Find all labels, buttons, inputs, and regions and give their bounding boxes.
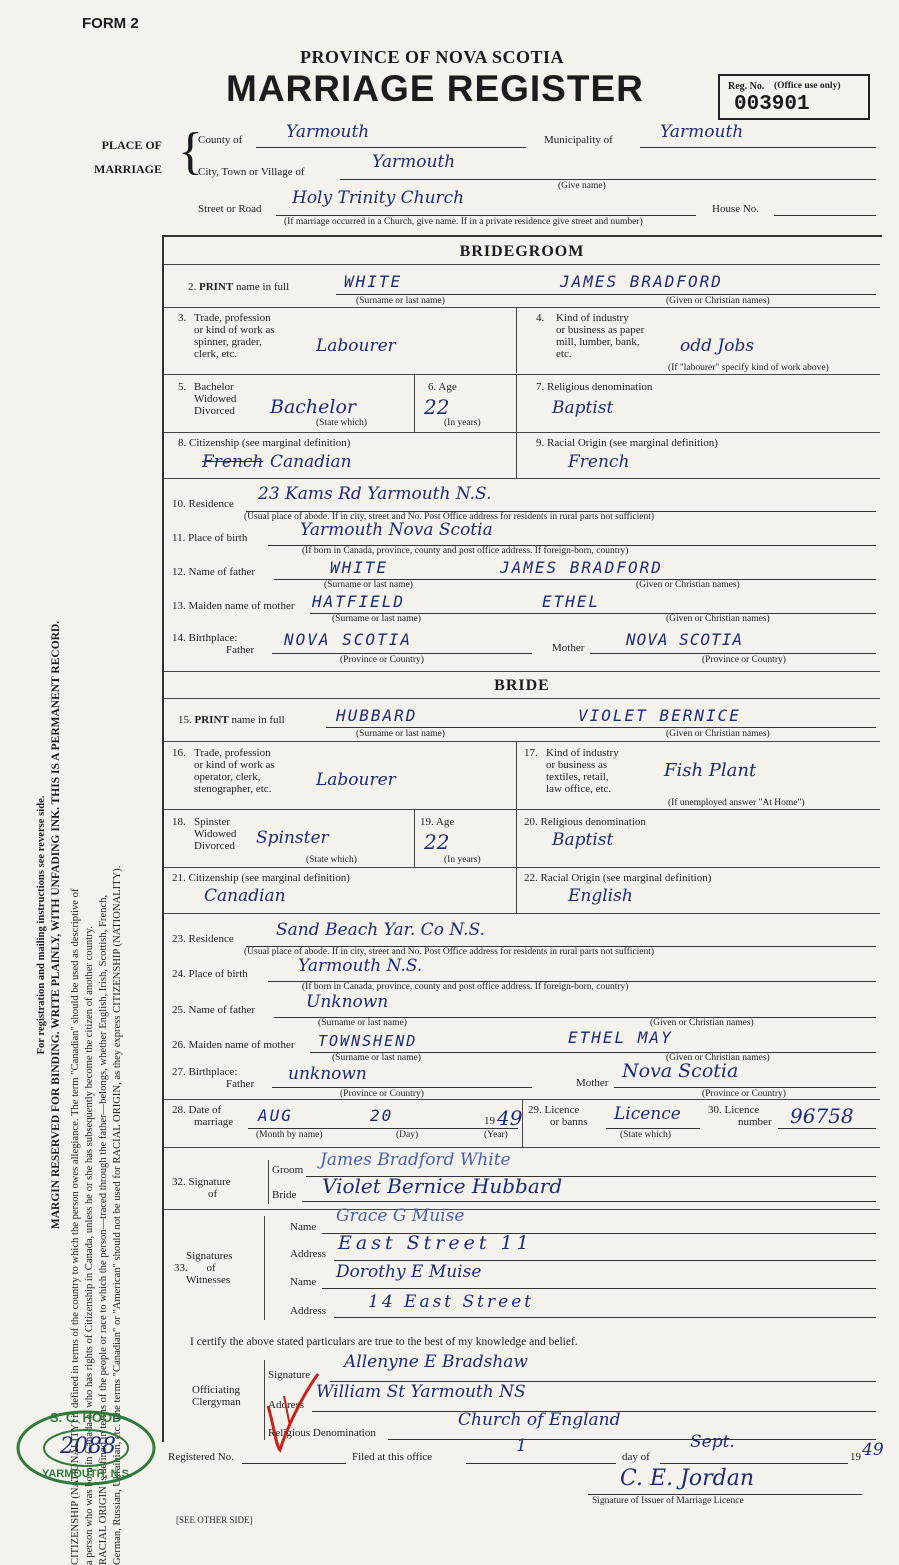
f13-num: 13. [172, 600, 186, 612]
f4-l3: mill, lumber, bank, [556, 336, 640, 348]
f33-l2: of [206, 1262, 216, 1274]
f21-text: Citizenship (see marginal definition) [188, 872, 350, 884]
bride-father-surname: Unknown [306, 992, 389, 1012]
reg-office-note: (Office use only) [774, 81, 841, 91]
f5-l1: Bachelor [194, 381, 234, 393]
f5-l3: Divorced [194, 405, 235, 417]
place-brace: { [178, 123, 203, 180]
bride-given: VIOLET BERNICE [578, 706, 741, 725]
witness2-address: 14 East Street [368, 1292, 535, 1312]
clergy-address-label: Address [268, 1399, 305, 1411]
day-caption: (Day) [396, 1130, 419, 1140]
marriage-year: 49 [497, 1106, 523, 1130]
f21-label [172, 872, 350, 884]
f12-given-caption: (Given or Christian names) [636, 580, 740, 590]
f28-l2: marriage [194, 1116, 234, 1128]
f3-l1: Trade, profession [194, 312, 271, 324]
house-label: House No. [712, 203, 760, 215]
margin-line-3: CITIZENSHIP (NATIONALITY) is defined in terms of the country to which the person owes allegiance. The term "Canadian" should be used as descriptive of [70, 888, 81, 1565]
f16-l1: Trade, profession [194, 747, 271, 759]
f25-num: 25. [172, 1004, 186, 1016]
groom-citizenship-struck: French [202, 452, 264, 472]
bride-racial: English [568, 886, 633, 906]
f26-surname-caption: (Surname or last name) [332, 1053, 421, 1063]
f26-given-caption: (Given or Christian names) [666, 1053, 770, 1063]
f5-num: 5. [178, 381, 187, 393]
f32-num: 32. [172, 1176, 186, 1188]
f20-text: Religious denomination [540, 816, 646, 828]
f19-text: Age [435, 816, 455, 828]
f8-num: 8. [178, 437, 187, 449]
f9-label [536, 437, 718, 449]
f14-father-caption: (Province or Country) [340, 655, 424, 665]
f14-mother-label: Mother [552, 642, 585, 654]
f17-l3: textiles, retail, [546, 771, 609, 783]
f11-text: Place of birth [188, 532, 248, 544]
f27-mother-caption: (Province or Country) [702, 1089, 786, 1099]
f27-num: 27. [172, 1066, 186, 1078]
residence-caption: (Usual place of abode. If in city, street and No. Post Office address for residents in rural parts not sufficient) [244, 512, 655, 522]
f25-given-caption: (Given or Christian names) [650, 1018, 754, 1028]
f4-label [556, 312, 644, 360]
f10-text: Residence [188, 498, 234, 510]
groom-father-given: JAMES BRADFORD [500, 558, 663, 577]
f32-label [172, 1176, 231, 1200]
f16-label [194, 747, 275, 795]
street-label: Street or Road [198, 203, 262, 215]
month-caption: (Month by name) [256, 1130, 323, 1140]
bridegroom-heading: BRIDEGROOM [459, 243, 585, 260]
f29-l2: or banns [550, 1116, 588, 1128]
witness2-name: Dorothy E Muise [336, 1262, 482, 1282]
groom-sig-label: Groom [272, 1164, 304, 1176]
groom-mother-given: ETHEL [542, 592, 601, 611]
municipality-value: Yarmouth [660, 122, 744, 142]
place-label-2: MARRIAGE [94, 162, 162, 176]
bride-religion: Baptist [552, 830, 614, 850]
f30-label [708, 1104, 772, 1128]
bride-trade: Labourer [316, 770, 396, 790]
f20-num: 20. [524, 816, 538, 828]
bride-mother-birthplace: Nova Scotia [622, 1060, 739, 1082]
place-label-1: PLACE OF [101, 138, 162, 152]
certify-statement: I certify the above stated particulars are true to the best of my knowledge and belief. [190, 1336, 578, 1348]
f18-l3: Divorced [194, 840, 235, 852]
groom-citizenship: Canadian [270, 452, 352, 472]
f11-num: 11. [172, 532, 186, 544]
f6-label [428, 381, 457, 393]
place-note: (If marriage occurred in a Church, give name. If in a private residence give street and number) [284, 217, 643, 227]
f23-num: 23. [172, 933, 186, 945]
bride-surname-caption: (Surname or last name) [356, 729, 445, 739]
f3-num: 3. [178, 312, 187, 324]
w2-name-label: Name [290, 1276, 317, 1288]
give-name-caption: (Give name) [558, 181, 606, 191]
f16-num: 16. [172, 747, 186, 759]
f3-l4: clerk, etc. [194, 348, 238, 360]
city-value: Yarmouth [372, 152, 456, 172]
f23-text: Residence [188, 933, 234, 945]
clergy-sig-label: Signature [268, 1369, 311, 1381]
clergy-l1: Officiating [192, 1384, 241, 1396]
bride-birthplace-caption: (If born in Canada, province, county and post office address. If foreign-born, country) [302, 982, 629, 992]
f27-label [172, 1066, 254, 1090]
stamp-number: 2088 [60, 1434, 116, 1459]
f17-l2: or business as [546, 759, 608, 771]
w1-name-label: Name [290, 1221, 317, 1233]
f30-num: 30. [708, 1104, 722, 1116]
f25-surname-caption: (Surname or last name) [318, 1018, 407, 1028]
f9-text: Racial Origin (see marginal definition) [547, 437, 718, 449]
f4-num: 4. [536, 312, 545, 324]
f25-label [172, 1004, 255, 1016]
f4-caption: (If "labourer" specify kind of work above) [668, 363, 829, 373]
f10-label [172, 498, 234, 510]
f26-num: 26. [172, 1039, 186, 1051]
marriage-day: 20 [370, 1106, 394, 1125]
f7-text: Religious denomination [547, 381, 653, 393]
licence-number: 96758 [790, 1104, 854, 1128]
f12-text: Name of father [188, 566, 256, 578]
f27-mother-label: Mother [576, 1077, 609, 1089]
f24-label [172, 968, 248, 980]
f33-l1: Signatures [186, 1250, 233, 1262]
bride-father-birthplace: unknown [288, 1064, 367, 1084]
place-label [94, 133, 162, 181]
margin-line-1: For registration and mailing instructions see reverse side. [36, 795, 47, 1055]
f20-label [524, 816, 646, 828]
reg-label: Reg. No. [728, 81, 765, 92]
f32-l2: of [208, 1188, 218, 1200]
f17-label [546, 747, 619, 795]
groom-birthplace: Yarmouth Nova Scotia [300, 520, 493, 540]
f7-label [536, 381, 652, 393]
bride-sig-label: Bride [272, 1189, 297, 1201]
birthplace-caption: (If born in Canada, province, county and post office address. If foreign-born, country) [302, 546, 629, 556]
f14-label [172, 632, 254, 656]
f27-l1: Birthplace: [188, 1066, 238, 1078]
f5-label [194, 381, 236, 417]
f24-text: Place of birth [188, 968, 248, 980]
f16-l4: stenographer, etc. [194, 783, 272, 795]
filed-label: Filed at this office [352, 1451, 433, 1463]
issuer-caption: Signature of Issuer of Marriage Licence [592, 1496, 744, 1506]
groom-religion: Baptist [552, 398, 614, 418]
clergy-denomination-label: Religious Denomination [268, 1427, 376, 1439]
f7-num: 7. [536, 381, 545, 393]
issuer-signature: C. E. Jordan [620, 1466, 755, 1491]
f17-l4: law office, etc. [546, 783, 612, 795]
f33-label [174, 1250, 232, 1286]
f13-surname-caption: (Surname or last name) [332, 614, 421, 624]
stamp-top-text: S. C. HOOD [50, 1410, 122, 1425]
filed-year: 49 [862, 1440, 884, 1460]
reg-number: 003901 [734, 93, 810, 116]
f15-label [178, 714, 285, 726]
form-number: FORM 2 [82, 15, 139, 32]
licence-type: Licence [614, 1104, 681, 1124]
groom-father-surname: WHITE [330, 558, 389, 577]
bride-birthplace: Yarmouth N.S. [298, 956, 423, 976]
f30-l1: Licence [724, 1104, 760, 1116]
f6-num: 6. [428, 381, 437, 393]
province-title: PROVINCE OF NOVA SCOTIA [300, 47, 565, 67]
f3-l2: or kind of work as [194, 324, 275, 336]
county-label: County of [198, 134, 243, 146]
see-other-side: [SEE OTHER SIDE] [176, 1515, 253, 1525]
f10-num: 10. [172, 498, 186, 510]
f23-label [172, 933, 234, 945]
f27-father-caption: (Province or Country) [340, 1089, 424, 1099]
f8-label [178, 437, 350, 449]
groom-given: JAMES BRADFORD [560, 272, 723, 291]
city-label: City, Town or Village of [198, 166, 305, 178]
surname-caption: (Surname or last name) [356, 296, 445, 306]
f33-num: 33. [174, 1262, 188, 1274]
margin-line-6: German, Russian, Ukrainian, etc. The terms "Canadian" or "American" should not be used for RACIAL ORIGIN, as they express CITIZENSHIP (NATIONALITY). [112, 865, 123, 1565]
witness1-address: East Street 11 [338, 1232, 533, 1254]
bride-years-caption: (In years) [444, 855, 481, 865]
marriage-year-prefix: 19 [484, 1115, 495, 1127]
f4-l1: Kind of industry [556, 312, 629, 324]
hood-stamp [14, 1408, 158, 1488]
f18-label [194, 816, 236, 852]
street-value: Holy Trinity Church [292, 188, 465, 208]
f28-l1: Date of [188, 1104, 222, 1116]
clergy-signature: Allenyne E Bradshaw [344, 1352, 528, 1372]
f18-num: 18. [172, 816, 186, 828]
years-caption: (In years) [444, 418, 481, 428]
f15-text: name in full [231, 714, 285, 726]
filed-month: Sept. [690, 1432, 735, 1452]
f28-label [172, 1104, 233, 1128]
f13-given-caption: (Given or Christian names) [666, 614, 770, 624]
clergy-address: William St Yarmouth NS [316, 1382, 526, 1402]
f24-num: 24. [172, 968, 186, 980]
clergy-denomination: Church of England [458, 1410, 621, 1430]
f14-num: 14. [172, 632, 186, 644]
bride-heading: BRIDE [494, 677, 550, 694]
groom-industry: odd Jobs [680, 336, 755, 356]
f16-l2: or kind of work as [194, 759, 275, 771]
f29-label [528, 1104, 588, 1128]
f6-text: Age [438, 381, 457, 393]
bride-surname: HUBBARD [336, 706, 418, 725]
f29-l1: Licence [544, 1104, 580, 1116]
clergy-label [192, 1384, 241, 1408]
bride-signature: Violet Bernice Hubbard [322, 1174, 563, 1198]
reg-box [718, 74, 870, 120]
groom-trade: Labourer [316, 336, 396, 356]
groom-surname: WHITE [344, 272, 403, 291]
f8-text: Citizenship (see marginal definition) [189, 437, 351, 449]
f15-num: 15. [178, 714, 192, 726]
f9-num: 9. [536, 437, 545, 449]
clergy-l2: Clergyman [192, 1396, 241, 1408]
f15-print: PRINT [194, 714, 229, 726]
f4-l2: or business as paper [556, 324, 645, 336]
groom-residence: 23 Kams Rd Yarmouth N.S. [258, 484, 492, 504]
margin-instructions [35, 285, 125, 1565]
w2-address-label: Address [290, 1305, 327, 1317]
f18-l1: Spinster [194, 816, 231, 828]
f4-l4: etc. [556, 348, 572, 360]
f13-label [172, 600, 295, 612]
f2-label [188, 281, 289, 293]
f2-print: PRINT [199, 281, 234, 293]
f32-l1: Signature [188, 1176, 231, 1188]
f19-num: 19. [420, 816, 434, 828]
stamp-bottom-text: YARMOUTH, N.S. [42, 1468, 133, 1480]
bride-citizenship: Canadian [204, 886, 286, 906]
f16-l3: operator, clerk, [194, 771, 261, 783]
red-check-mark [254, 1366, 324, 1456]
municipality-label: Municipality of [544, 134, 613, 146]
f12-num: 12. [172, 566, 186, 578]
groom-father-birthplace: NOVA SCOTIA [284, 630, 412, 649]
bride-industry: Fish Plant [664, 760, 757, 781]
f28-num: 28. [172, 1104, 186, 1116]
f33-l3: Witnesses [186, 1274, 231, 1286]
f14-mother-caption: (Province or Country) [702, 655, 786, 665]
bride-mother-surname: TOWNSHEND [318, 1032, 418, 1050]
margin-line-4: a person who was born in Canada or who has rights of Citizenship in Canada, unless he or she has subsequently become the citizen of another country. [84, 926, 95, 1565]
f30-l2: number [738, 1116, 772, 1128]
day-of-label: day of [622, 1451, 650, 1463]
f12-surname-caption: (Surname or last name) [324, 580, 413, 590]
f25-text: Name of father [188, 1004, 256, 1016]
f26-text: Maiden name of mother [188, 1039, 295, 1051]
filed-year-prefix: 19 [850, 1451, 861, 1463]
filed-day: 1 [516, 1436, 527, 1456]
f18-l2: Widowed [194, 828, 237, 840]
bride-age: 22 [424, 830, 450, 854]
groom-mother-surname: HATFIELD [312, 592, 406, 611]
f2-num: 2. [188, 281, 197, 293]
licence-state-which: (State which) [620, 1130, 671, 1140]
w1-address-label: Address [290, 1248, 327, 1260]
f21-num: 21. [172, 872, 186, 884]
groom-age: 22 [424, 395, 450, 419]
f26-label [172, 1039, 295, 1051]
state-which-caption: (State which) [316, 418, 367, 428]
f5-l2: Widowed [194, 393, 237, 405]
margin-line-2: MARGIN RESERVED FOR BINDING. WRITE PLAINLY, WITH UNFADING INK. THIS IS A PERMANENT RECORD. [50, 620, 62, 1230]
bride-residence-caption: (Usual place of abode. If in city, street and No. Post Office address for residents in rural parts not sufficient) [244, 947, 655, 957]
f22-label [524, 872, 711, 884]
f17-l1: Kind of industry [546, 747, 619, 759]
witness1-name: Grace G Muise [336, 1206, 465, 1226]
county-value: Yarmouth [286, 122, 370, 142]
f22-num: 22. [524, 872, 538, 884]
f3-label [194, 312, 275, 360]
f19-label [420, 816, 454, 828]
bride-residence: Sand Beach Yar. Co N.S. [276, 920, 485, 940]
f13-text: Maiden name of mother [188, 600, 295, 612]
groom-signature: James Bradford White [320, 1150, 511, 1170]
page-title: MARRIAGE REGISTER [226, 68, 644, 109]
f14-l2: Father [226, 644, 255, 656]
f11-label [172, 532, 247, 544]
given-caption: (Given or Christian names) [666, 296, 770, 306]
f29-num: 29. [528, 1104, 542, 1116]
bride-status: Spinster [256, 828, 329, 848]
f2-text: name in full [235, 281, 290, 293]
f22-text: Racial Origin (see marginal definition) [540, 872, 712, 884]
f27-l2: Father [226, 1078, 255, 1090]
margin-line-5: RACIAL ORIGIN is defined in terms of the people or race to which the person—traced through the father—belongs, whether English, Irish, Scottish, French, [98, 894, 109, 1565]
registered-label: Registered No. [168, 1451, 234, 1463]
groom-racial: French [568, 452, 630, 472]
marriage-month: AUG [258, 1106, 293, 1125]
f17-caption: (If unemployed answer "At Home") [668, 798, 805, 808]
year-caption: (Year) [484, 1130, 508, 1140]
f17-num: 17. [524, 747, 538, 759]
bride-mother-given: ETHEL MAY [568, 1028, 673, 1047]
groom-mother-birthplace: NOVA SCOTIA [626, 630, 743, 649]
bride-state-which: (State which) [306, 855, 357, 865]
bride-given-caption: (Given or Christian names) [666, 729, 770, 739]
f3-l3: spinner, grader, [194, 336, 262, 348]
groom-status: Bachelor [270, 396, 357, 418]
f12-label [172, 566, 255, 578]
f14-l1: Birthplace: [188, 632, 238, 644]
